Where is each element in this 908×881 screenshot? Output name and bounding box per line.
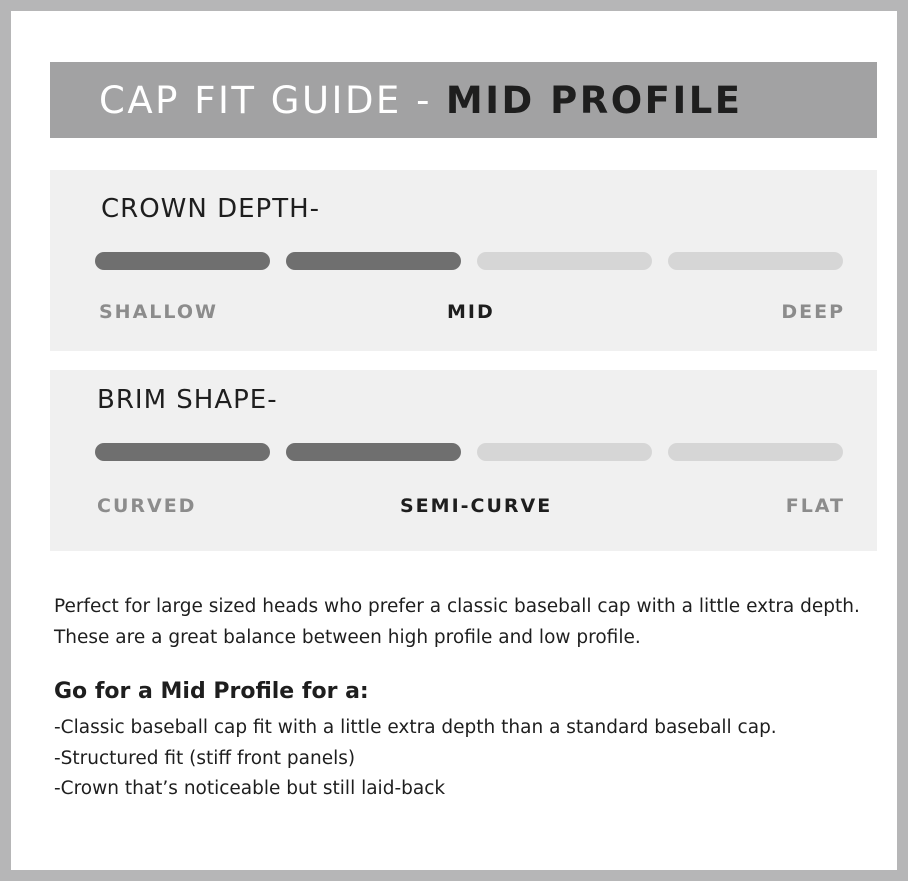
crown-depth-label-high: DEEP xyxy=(781,301,845,323)
crown-depth-meter xyxy=(95,252,844,270)
title-prefix: CAP FIT GUIDE - xyxy=(99,78,432,122)
description-line: These are a great balance between high profile and low profile. xyxy=(54,627,641,648)
description-line: Perfect for large sized heads who prefer a classic baseball cap with a little extra depth. xyxy=(54,596,860,617)
brim-shape-panel xyxy=(50,370,877,551)
recommendation-item: -Structured fit (stiff front panels) xyxy=(54,747,356,769)
brim-shape-segment-3 xyxy=(477,443,652,461)
crown-depth-segment-1 xyxy=(95,252,270,270)
brim-shape-segment-4 xyxy=(668,443,843,461)
recommendation-item: -Crown that’s noticeable but still laid-back xyxy=(54,778,446,799)
crown-depth-title: CROWN DEPTH- xyxy=(101,194,321,224)
brim-shape-label-high: FLAT xyxy=(785,495,845,517)
crown-depth-segment-3 xyxy=(477,252,652,270)
crown-depth-segment-4 xyxy=(668,252,843,270)
brim-shape-title: BRIM SHAPE- xyxy=(97,385,278,415)
brim-shape-label-low: CURVED xyxy=(97,495,197,517)
crown-depth-label-low: SHALLOW xyxy=(99,301,218,323)
brim-shape-label-selected: SEMI-CURVE xyxy=(400,495,553,517)
crown-depth-segment-2 xyxy=(286,252,461,270)
page-title xyxy=(50,62,877,138)
crown-depth-label-selected: MID xyxy=(447,301,495,323)
crown-depth-panel xyxy=(50,170,877,351)
recommendation-item: -Classic baseball cap fit with a little extra depth than a standard baseball cap. xyxy=(54,717,777,738)
profile-description xyxy=(54,591,884,653)
brim-shape-meter xyxy=(95,443,844,461)
title-profile: MID PROFILE xyxy=(445,78,743,122)
brim-shape-segment-1 xyxy=(95,443,270,461)
recommendation-list xyxy=(54,713,777,805)
recommendation-heading: Go for a Mid Profile for a: xyxy=(54,679,369,704)
brim-shape-segment-2 xyxy=(286,443,461,461)
